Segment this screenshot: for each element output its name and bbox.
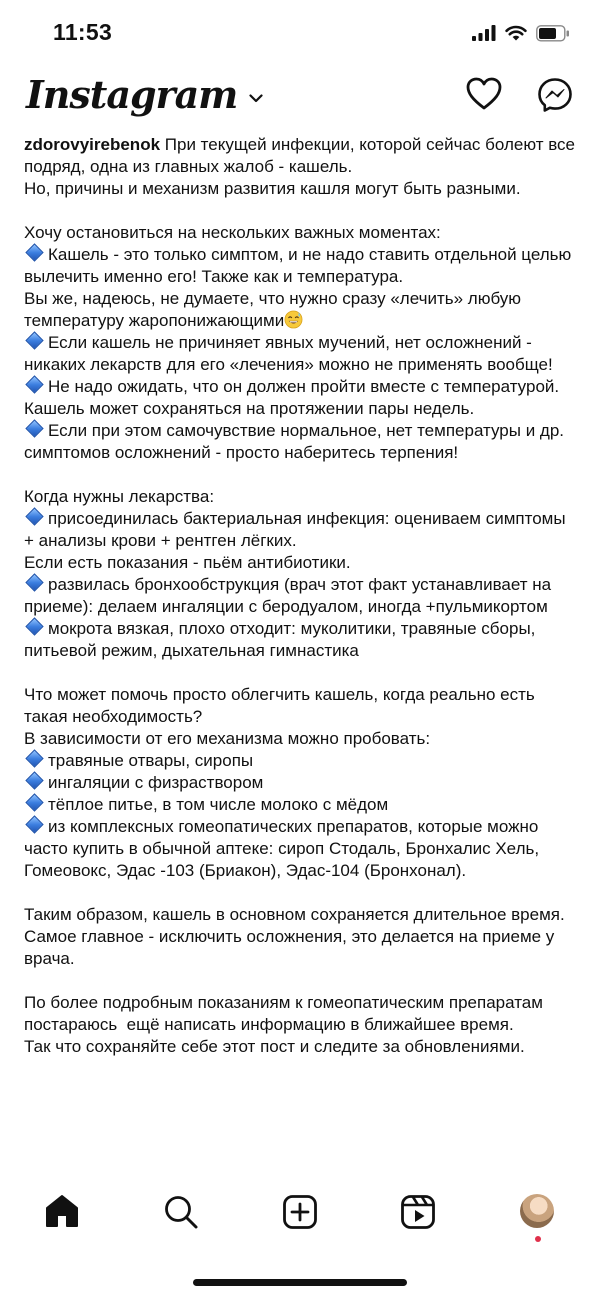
- heart-icon[interactable]: [466, 77, 502, 111]
- battery-icon: [536, 25, 570, 42]
- blue-diamond-icon: [25, 419, 43, 437]
- caption-bullet-line: [24, 772, 576, 794]
- caption-bullet-line: [24, 750, 576, 772]
- paragraph-spacer: [24, 882, 576, 904]
- notification-dot: [535, 1236, 541, 1242]
- blue-diamond-icon: [25, 793, 43, 811]
- cellular-signal-icon: [472, 25, 496, 41]
- caption-text: Так что сохраняйте себе этот пост и следите за обновлениями.: [24, 1037, 525, 1056]
- home-indicator[interactable]: [193, 1279, 407, 1286]
- caption-bullet-line: [24, 794, 576, 816]
- blue-diamond-icon: [25, 771, 43, 789]
- caption-line: [24, 1036, 576, 1058]
- paragraph-spacer: [24, 200, 576, 222]
- caption-text: травяные отвары, сиропы: [48, 751, 254, 770]
- caption-line: [24, 288, 576, 332]
- caption-bullet-line: [24, 618, 576, 662]
- blue-diamond-icon: [25, 331, 43, 349]
- blue-diamond-icon: [25, 573, 43, 591]
- caption-text: Если кашель не причиняет явных мучений, нет осложнений - никаких лекарств для его «лечения» можно не применять вообще!: [24, 333, 553, 374]
- create-post-icon[interactable]: [282, 1194, 318, 1230]
- chevron-down-icon: [249, 94, 263, 103]
- caption-bullet-line: [24, 508, 576, 552]
- caption-bullet-line: [24, 332, 576, 376]
- caption-text: мокрота вязкая, плохо отходит: муколитики, травяные сборы, питьевой режим, дыхательная гимнастика: [24, 619, 541, 660]
- caption-text: присоединилась бактериальная инфекция: оцениваем симптомы + анализы крови + рентген лёгких.: [24, 509, 571, 550]
- caption-line: [24, 904, 576, 926]
- caption-text: тёплое питье, в том числе молоко с мёдом: [48, 795, 389, 814]
- caption-text: Самое главное - исключить осложнения, это делается на приеме у врача.: [24, 927, 560, 968]
- caption-text: развилась бронхообструкция (врач этот факт устанавливает на приеме): делаем ингаляции с беродуалом, иногда +пульмикортом: [24, 575, 556, 616]
- caption-line: [24, 134, 580, 178]
- caption-line: [24, 398, 576, 420]
- caption-line: [24, 486, 576, 508]
- blue-diamond-icon: [25, 749, 43, 767]
- profile-tab[interactable]: [520, 1194, 554, 1228]
- avatar: [520, 1194, 554, 1228]
- blue-diamond-icon: [25, 617, 43, 635]
- app-header: [0, 62, 600, 132]
- reels-icon[interactable]: [400, 1194, 436, 1230]
- caption-text: Когда нужны лекарства:: [24, 487, 215, 506]
- caption-line: [24, 926, 576, 970]
- paragraph-spacer: [24, 970, 576, 992]
- caption-text: Если при этом самочувствие нормальное, нет температуры и др. симптомов осложнений - просто наберитесь терпения!: [24, 421, 569, 462]
- caption-bullet-line: [24, 376, 576, 398]
- caption-text: Что может помочь просто облегчить кашель, когда реально есть такая необходимость?: [24, 685, 540, 726]
- wifi-icon: [505, 25, 527, 41]
- caption-line: [24, 728, 576, 750]
- caption-bullet-line: [24, 574, 576, 618]
- caption-text: По более подробным показаниям к гомеопатическим препаратам постараюсь ещё написать информацию в ближайшее время.: [24, 993, 548, 1034]
- bottom-tab-bar: [0, 1180, 600, 1240]
- caption-line: [24, 552, 576, 574]
- caption-text: Кашель - это только симптом, и не надо ставить отдельной целью вылечить именно его! Также как и температура.: [24, 245, 576, 286]
- caption-text: Если есть показания - пьём антибиотики.: [24, 553, 351, 572]
- blue-diamond-icon: [25, 815, 43, 833]
- search-icon[interactable]: [163, 1194, 199, 1230]
- status-time: 11:53: [53, 19, 113, 45]
- status-bar: [0, 0, 600, 62]
- blue-diamond-icon: [25, 507, 43, 525]
- blue-diamond-icon: [25, 375, 43, 393]
- caption-bullet-line: [24, 244, 576, 288]
- caption-text: Не надо ожидать, что он должен пройти вместе с температурой.: [48, 377, 560, 396]
- caption-line: [24, 222, 576, 244]
- caption-bullet-line: [24, 816, 576, 882]
- paragraph-spacer: [24, 464, 576, 486]
- caption-text: ингаляции с физраствором: [48, 773, 264, 792]
- caption-line: [24, 992, 576, 1036]
- caption-text: Хочу остановиться на нескольких важных моментах:: [24, 223, 441, 242]
- caption-text: Вы же, надеюсь, не думаете, что нужно сразу «лечить» любую температуру жаропонижающими: [24, 289, 526, 330]
- caption-line: [24, 684, 576, 728]
- post-username[interactable]: zdorovyirebenok: [24, 135, 161, 154]
- home-icon[interactable]: [44, 1194, 80, 1228]
- sweat-smile-emoji-icon: [284, 310, 303, 329]
- blue-diamond-icon: [25, 243, 43, 261]
- post-caption: [24, 134, 580, 1178]
- account-switcher[interactable]: [26, 72, 263, 117]
- caption-bullet-line: [24, 420, 576, 464]
- paragraph-spacer: [24, 662, 576, 684]
- caption-text: Но, причины и механизм развития кашля могут быть разными.: [24, 179, 521, 198]
- status-icons: [472, 22, 570, 44]
- caption-text: При текущей инфекции, которой сейчас болеют все подряд, одна из главных жалоб - кашель.: [24, 135, 580, 176]
- instagram-logo: Instagram: [26, 72, 238, 117]
- caption-text: Кашель может сохраняться на протяжении пары недель.: [24, 399, 475, 418]
- caption-text: Таким образом, кашель в основном сохраняется длительное время.: [24, 905, 565, 924]
- messenger-icon[interactable]: [537, 77, 573, 113]
- caption-text: В зависимости от его механизма можно пробовать:: [24, 729, 431, 748]
- caption-line: [24, 178, 576, 200]
- caption-text: из комплексных гомеопатических препаратов, которые можно часто купить в обычной аптеке: сироп Стодаль, Бронхалис Хель, Гомеовокс, Эдас -103 (Бриакон), Эдас-104 (Бронхонал).: [24, 817, 544, 880]
